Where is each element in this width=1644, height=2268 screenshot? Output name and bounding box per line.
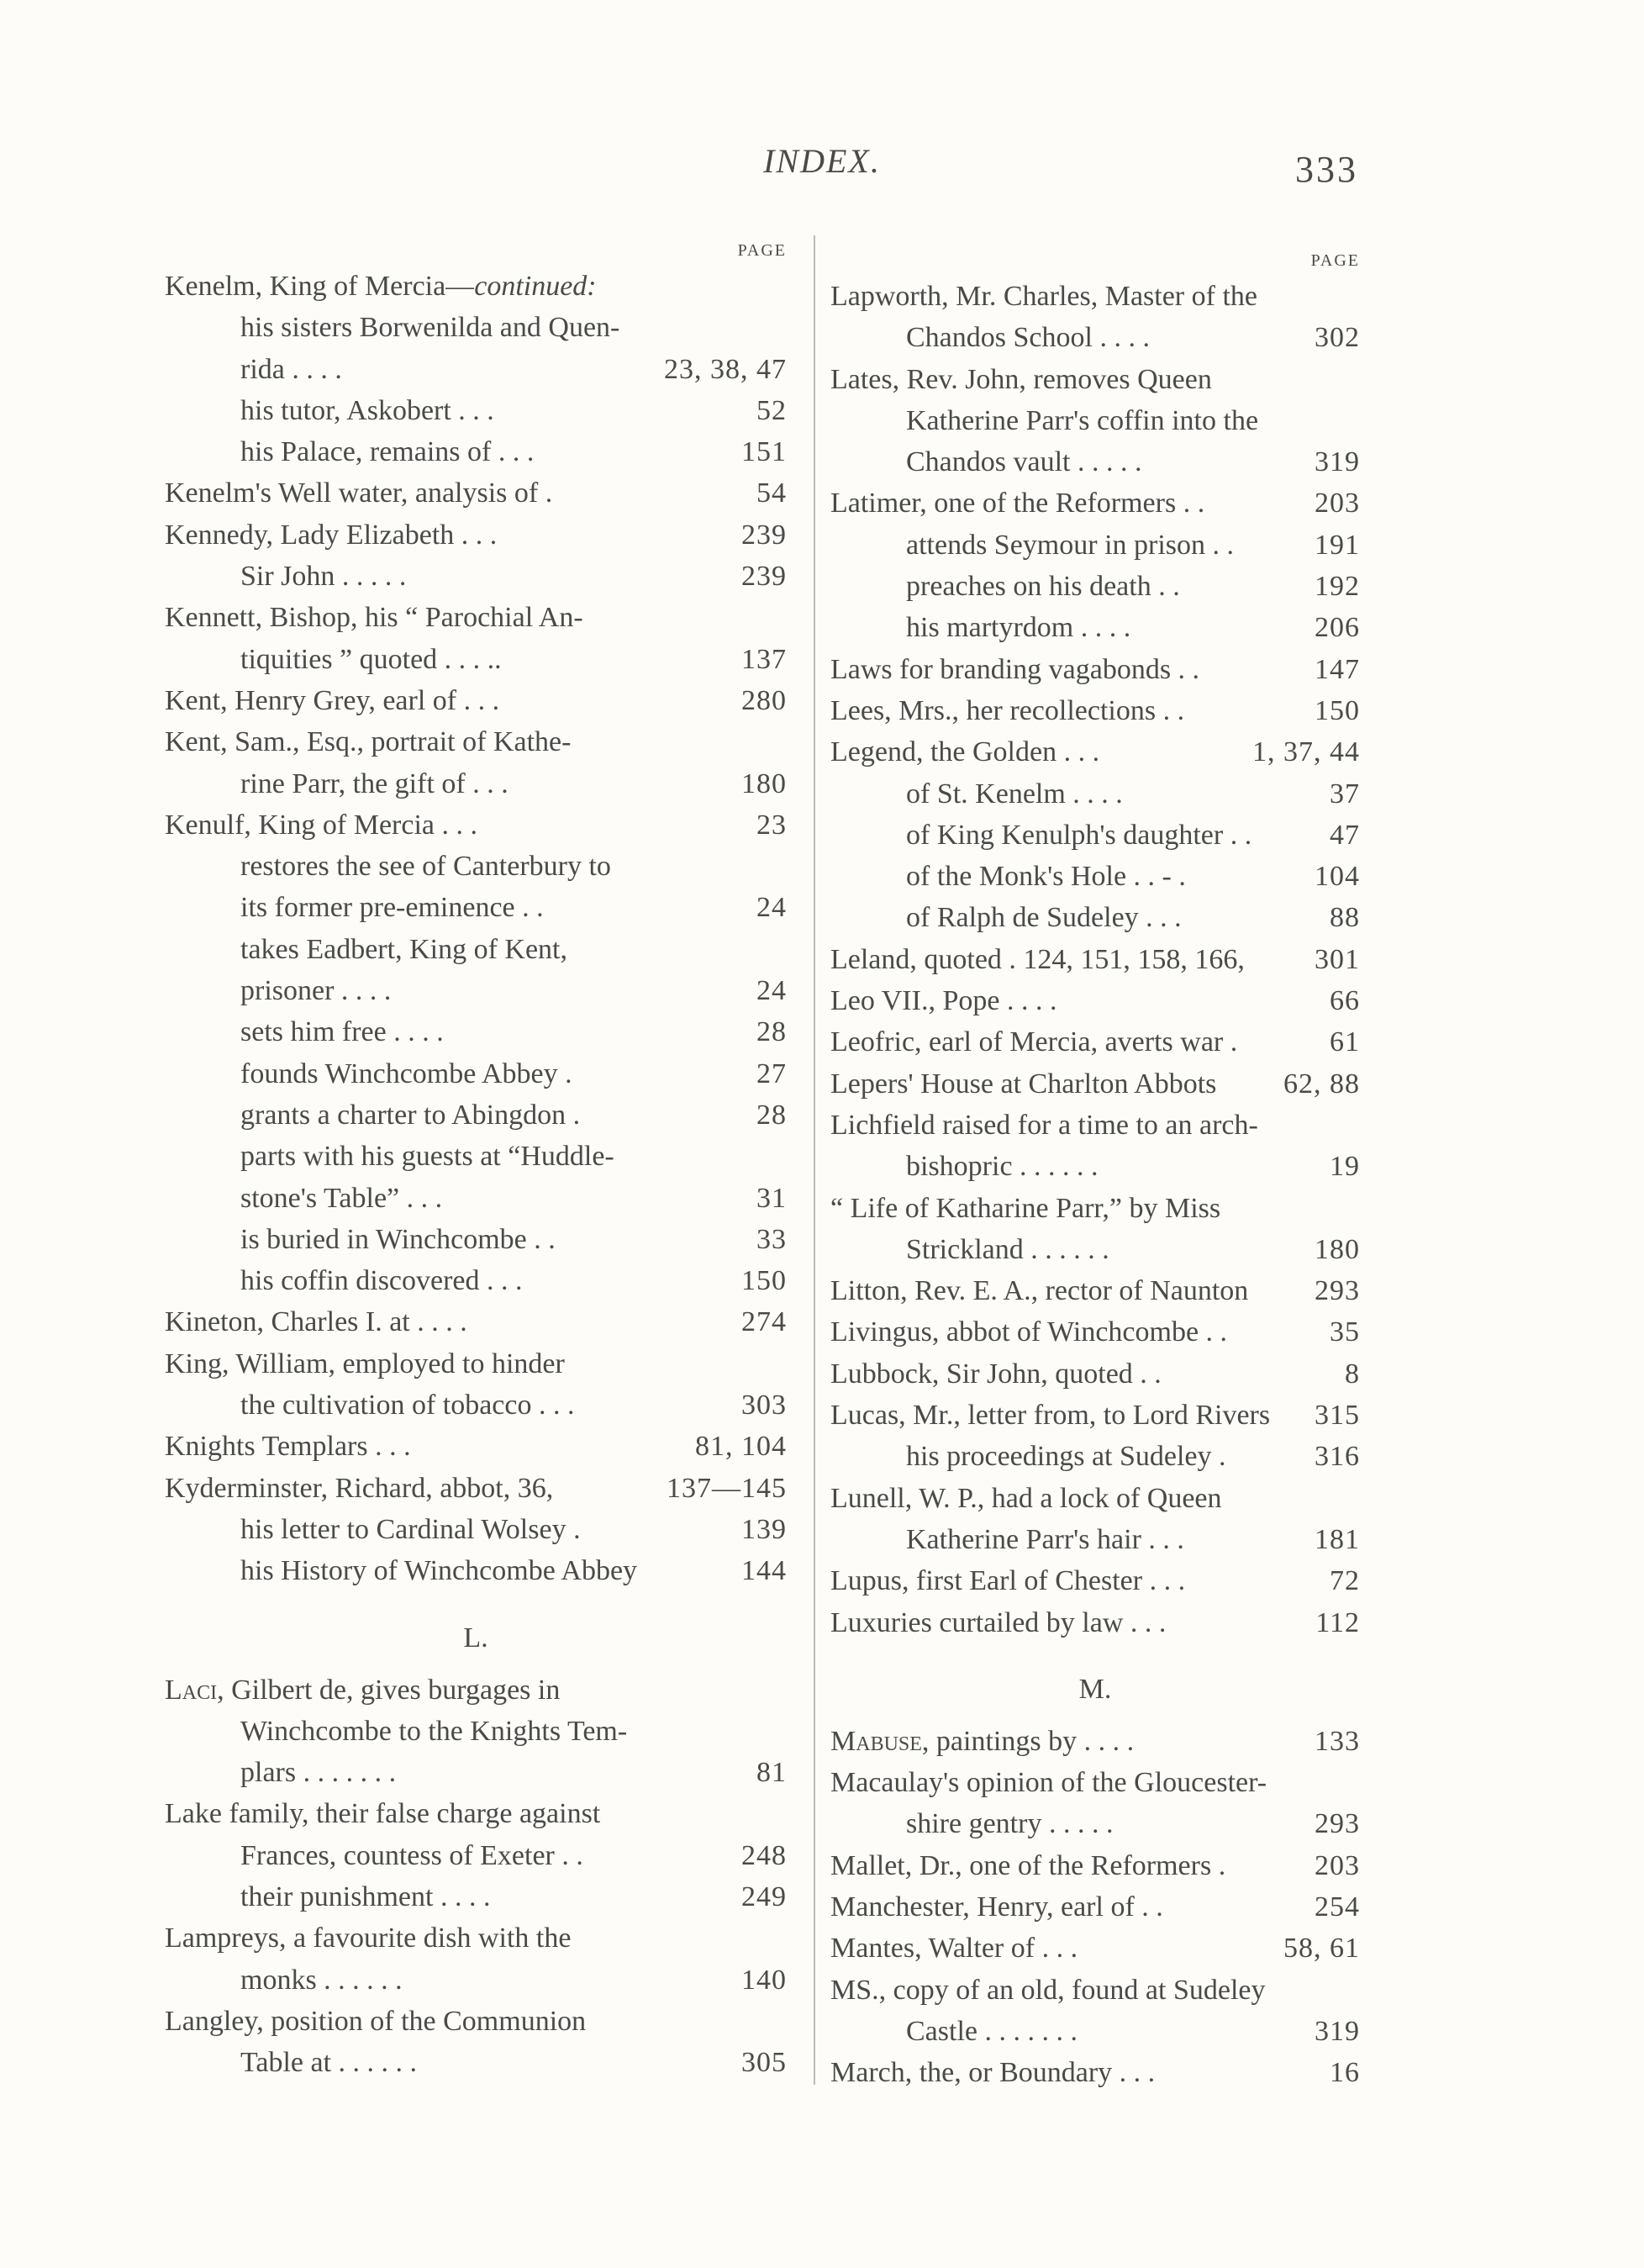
entry-text: Lubbock, Sir John, quoted . .	[830, 1358, 1162, 1390]
entry-text: Castle . . . . . . .	[906, 2015, 1078, 2047]
entry-text: Lapworth, Mr. Charles, Master of the	[830, 281, 1257, 312]
entry-text: Lichfield raised for a time to an arch-	[830, 1109, 1258, 1141]
index-entry	[830, 2052, 1360, 2093]
entry-page-ref: 33	[756, 1223, 787, 1255]
entry-text: Laci, Gilbert de, gives burgages in	[165, 1674, 561, 1706]
entry-text: Kenulf, King of Mercia . . .	[165, 809, 478, 841]
page-column-label: PAGE	[737, 241, 787, 260]
entry-text: his Palace, remains of . . .	[240, 436, 535, 468]
index-entry	[165, 1426, 787, 1467]
index-entry	[830, 441, 1360, 483]
index-entry	[165, 1711, 787, 1752]
index-entry	[165, 1550, 787, 1591]
entry-page-ref: 150	[1315, 694, 1360, 726]
entry-page-ref: 88	[1330, 902, 1360, 934]
index-entry	[165, 1053, 787, 1094]
entry-text: Kenelm, King of Mercia—	[165, 271, 475, 302]
entry-page-ref: 24	[756, 892, 787, 924]
entry-text: Lucas, Mr., letter from, to Lord Rivers	[830, 1400, 1271, 1432]
index-entry	[830, 1395, 1360, 1436]
entry-text: tiquities ” quoted . . . ..	[240, 643, 502, 675]
entry-text: parts with his guests at “Huddle-	[240, 1141, 614, 1173]
index-entry	[830, 359, 1360, 400]
index-entry	[830, 1146, 1360, 1187]
index-entry	[830, 1970, 1360, 2011]
entry-text: Lepers' House at Charlton Abbots	[830, 1068, 1217, 1100]
entry-text: Lates, Rev. John, removes Queen	[830, 363, 1212, 395]
entry-page-ref: 191	[1315, 529, 1360, 561]
index-entry	[165, 763, 787, 804]
right-entries-m	[830, 1721, 1360, 2094]
entry-text: King, William, employed to hinder	[165, 1348, 565, 1379]
entry-text: Sir John . . . . .	[240, 561, 407, 593]
index-entry	[165, 1752, 787, 1793]
entry-text: sets him free . . . .	[240, 1016, 444, 1048]
entry-text: Litton, Rev. E. A., rector of Naunton	[830, 1275, 1249, 1307]
entry-page-ref: 66	[1330, 985, 1360, 1017]
index-entry	[830, 400, 1360, 441]
index-entry	[830, 1353, 1360, 1395]
entry-text: Kineton, Charles I. at . . . .	[165, 1306, 467, 1338]
entry-text: preaches on his death . .	[906, 571, 1180, 603]
entry-page-ref: 31	[756, 1182, 787, 1214]
index-entry	[830, 773, 1360, 815]
entry-text: rida . . . .	[240, 353, 342, 385]
entry-text: its former pre-eminence . .	[240, 892, 544, 924]
entry-text: grants a charter to Abingdon .	[240, 1099, 581, 1131]
entry-page-ref: 16	[1330, 2057, 1360, 2089]
entry-page-ref: 239	[741, 519, 787, 551]
entry-text: Chandos vault . . . . .	[906, 446, 1142, 478]
entry-text: Lees, Mrs., her recollections . .	[830, 694, 1185, 726]
entry-text: plars . . . . . . .	[240, 1757, 397, 1789]
entry-page-ref: 72	[1330, 1565, 1360, 1597]
entry-page-ref: 180	[1315, 1233, 1360, 1265]
entry-text: his History of Winchcombe Abbey	[240, 1555, 638, 1587]
index-entry	[830, 1886, 1360, 1928]
entry-page-ref: 305	[741, 2047, 787, 2079]
index-entry	[165, 1509, 787, 1550]
index-entry	[830, 1560, 1360, 1601]
entry-text: Strickland . . . . . .	[906, 1233, 1109, 1265]
index-entry	[830, 1021, 1360, 1063]
index-entry	[165, 1260, 787, 1301]
entry-text: Latimer, one of the Reformers . .	[830, 488, 1205, 520]
entry-page-ref: 1, 37, 44	[1252, 736, 1360, 768]
entry-page-ref: 24	[756, 975, 787, 1007]
entry-page-ref: 8	[1345, 1358, 1360, 1390]
running-head-title: INDEX.	[763, 142, 881, 180]
entry-page-ref: 58, 61	[1283, 1933, 1360, 1965]
entry-text: Kennett, Bishop, his “ Parochial An-	[165, 602, 583, 634]
entry-headword: Laci	[165, 1674, 218, 1706]
entry-text: his sisters Borwenilda and Quen-	[240, 312, 620, 344]
entry-page-ref: 315	[1315, 1400, 1360, 1432]
index-entry	[830, 1105, 1360, 1146]
entry-text: Kenelm's Well water, analysis of .	[165, 477, 553, 509]
index-entry	[165, 929, 787, 970]
index-entry	[165, 2042, 787, 2083]
entry-page-ref: 37	[1330, 778, 1360, 810]
entry-text: Table at . . . . . .	[240, 2047, 418, 2079]
entry-text: rine Parr, the gift of . . .	[240, 767, 508, 799]
entry-text: his coffin discovered . . .	[240, 1265, 523, 1297]
left-column	[165, 235, 787, 2083]
entry-text: Leofric, earl of Mercia, averts war .	[830, 1026, 1238, 1058]
entry-text: their punishment . . . .	[240, 1880, 491, 1912]
index-entry	[165, 887, 787, 928]
entry-page-ref: 248	[741, 1839, 787, 1871]
entry-text: Mallet, Dr., one of the Reformers .	[830, 1849, 1226, 1881]
entry-page-ref: 28	[756, 1099, 787, 1131]
entry-text: monks . . . . . .	[240, 1964, 403, 1996]
entry-page-ref: 239	[741, 561, 787, 593]
entry-text: of Ralph de Sudeley . . .	[906, 902, 1182, 934]
entry-text: takes Eadbert, King of Kent,	[240, 933, 567, 965]
entry-page-ref: 23, 38, 47	[664, 353, 787, 385]
entry-text: of St. Kenelm . . . .	[906, 778, 1123, 810]
entry-page-ref: 112	[1315, 1606, 1360, 1638]
index-entry	[830, 1478, 1360, 1519]
page-number: 333	[1295, 149, 1358, 190]
entry-text: Manchester, Henry, earl of . .	[830, 1891, 1163, 1923]
index-entry	[165, 639, 787, 680]
entry-text: bishopric . . . . . .	[906, 1151, 1099, 1183]
index-entry	[165, 1669, 787, 1711]
entry-text: Kent, Sam., Esq., portrait of Kathe-	[165, 726, 572, 758]
index-entry	[165, 472, 787, 514]
index-entry	[165, 1385, 787, 1426]
index-entry	[830, 939, 1360, 980]
index-entry	[830, 649, 1360, 690]
entry-page-ref: 302	[1315, 322, 1360, 354]
entry-text: prisoner . . . .	[240, 975, 392, 1007]
entry-text: Luxuries curtailed by law . . .	[830, 1606, 1167, 1638]
index-entry	[830, 815, 1360, 856]
entry-page-ref: 28	[756, 1016, 787, 1048]
entry-page-ref: 316	[1315, 1441, 1360, 1473]
index-entry	[165, 307, 787, 348]
index-entry	[830, 1762, 1360, 1803]
entry-text: Chandos School . . . .	[906, 322, 1150, 354]
entry-page-ref: 151	[741, 436, 787, 468]
entry-headword: Mabuse	[830, 1725, 922, 1757]
entry-page-ref: 180	[741, 767, 787, 799]
index-entry	[830, 483, 1360, 524]
index-entry	[165, 1793, 787, 1834]
index-entry	[165, 1178, 787, 1219]
section-letter-l: L.	[463, 1622, 488, 1654]
entry-text: Leo VII., Pope . . . .	[830, 985, 1057, 1017]
index-entry	[830, 566, 1360, 607]
entry-text: Katherine Parr's coffin into the	[906, 404, 1259, 436]
index-entry	[165, 1876, 787, 1917]
index-entry	[830, 1063, 1360, 1105]
right-column	[830, 235, 1360, 2093]
index-entry	[165, 1301, 787, 1342]
entry-text: Legend, the Golden . . .	[830, 736, 1100, 768]
index-entry	[165, 1011, 787, 1052]
entry-continued: continued:	[474, 271, 597, 302]
index-entry	[165, 1959, 787, 2001]
entry-text: is buried in Winchcombe . .	[240, 1223, 556, 1255]
entry-text: Langley, position of the Communion	[165, 2005, 587, 2037]
index-entry	[165, 431, 787, 472]
entry-text: stone's Table” . . .	[240, 1182, 443, 1214]
index-entry	[165, 349, 787, 390]
left-entries-l	[165, 1669, 787, 2084]
index-entry	[830, 317, 1360, 358]
entry-page-ref: 35	[1330, 1316, 1360, 1348]
entry-page-ref: 274	[741, 1306, 787, 1338]
index-entry	[165, 390, 787, 431]
index-entry	[165, 2001, 787, 2042]
entry-text: Katherine Parr's hair . . .	[906, 1523, 1184, 1555]
index-entry	[165, 846, 787, 887]
index-entry	[830, 1229, 1360, 1270]
index-entry	[830, 1519, 1360, 1560]
entry-text: Winchcombe to the Knights Tem-	[240, 1715, 628, 1747]
index-entry	[165, 970, 787, 1011]
entry-text: his letter to Cardinal Wolsey .	[240, 1513, 581, 1545]
index-entry	[830, 856, 1360, 897]
index-entry	[165, 556, 787, 597]
entry-text: MS., copy of an old, found at Sudeley	[830, 1974, 1266, 2006]
index-entry	[830, 525, 1360, 566]
index-entry	[830, 607, 1360, 648]
entry-page-ref: 280	[741, 684, 787, 716]
index-entry	[165, 1094, 787, 1136]
index-entry	[165, 1835, 787, 1876]
entry-page-ref: 319	[1315, 446, 1360, 478]
entry-page-ref: 192	[1315, 571, 1360, 603]
index-entry	[830, 897, 1360, 938]
entry-page-ref: 47	[1330, 819, 1360, 851]
entry-page-ref: 133	[1315, 1725, 1360, 1757]
entry-page-ref: 27	[756, 1058, 787, 1089]
index-entry	[830, 980, 1360, 1021]
entry-page-ref: 301	[1315, 943, 1360, 975]
entry-text: “ Life of Katharine Parr,” by Miss	[830, 1192, 1221, 1224]
index-entry	[165, 1468, 787, 1509]
entry-page-ref: 150	[741, 1265, 787, 1297]
entry-text: Laws for branding vagabonds . .	[830, 653, 1200, 685]
entry-page-ref: 137—145	[667, 1472, 787, 1504]
index-entry	[830, 1803, 1360, 1844]
entry-page-ref: 81	[756, 1757, 787, 1789]
entry-text: the cultivation of tobacco . . .	[240, 1390, 575, 1421]
entry-text: Knights Templars . . .	[165, 1431, 411, 1463]
left-entries-k	[165, 266, 787, 1592]
index-entry	[830, 276, 1360, 317]
index-entry	[165, 1343, 787, 1385]
entry-page-ref: 52	[756, 394, 787, 426]
entry-page-ref: 144	[741, 1555, 787, 1587]
entry-page-ref: 62, 88	[1283, 1068, 1360, 1100]
entry-page-ref: 203	[1315, 488, 1360, 520]
entry-text: Frances, countess of Exeter . .	[240, 1839, 583, 1871]
index-entry	[830, 1845, 1360, 1886]
entry-page-ref: 293	[1315, 1275, 1360, 1307]
column-divider	[814, 235, 815, 2085]
entry-text: Kennedy, Lady Elizabeth . . .	[165, 519, 498, 551]
entry-text: Lake family, their false charge against	[165, 1798, 601, 1830]
entry-page-ref: 181	[1315, 1523, 1360, 1555]
entry-text: attends Seymour in prison . .	[906, 529, 1235, 561]
entry-text: his martyrdom . . . .	[906, 612, 1131, 644]
entry-page-ref: 19	[1330, 1151, 1360, 1183]
entry-page-ref: 206	[1315, 612, 1360, 644]
entry-text: Leland, quoted . 124, 151, 158, 166,	[830, 943, 1245, 975]
index-entry	[165, 597, 787, 638]
entry-text: founds Winchcombe Abbey .	[240, 1058, 572, 1089]
entry-page-ref: 54	[756, 477, 787, 509]
index-entry	[830, 690, 1360, 731]
index-entry	[830, 1188, 1360, 1229]
entry-text: his proceedings at Sudeley .	[906, 1441, 1226, 1473]
index-entry	[830, 1311, 1360, 1353]
index-entry	[165, 1917, 787, 1959]
entry-page-ref: 81, 104	[695, 1431, 787, 1463]
index-entry	[165, 266, 787, 307]
entry-text: his tutor, Askobert . . .	[240, 394, 494, 426]
entry-text: restores the see of Canterbury to	[240, 851, 611, 883]
entry-page-ref: 140	[741, 1964, 787, 1996]
entry-text: shire gentry . . . . .	[906, 1808, 1114, 1840]
entry-page-ref: 319	[1315, 2015, 1360, 2047]
index-entry	[165, 680, 787, 721]
section-letter-m: M.	[1078, 1673, 1112, 1705]
index-entry	[165, 1219, 787, 1260]
page-column-label: PAGE	[1310, 251, 1360, 270]
entry-text: Macaulay's opinion of the Gloucester-	[830, 1767, 1267, 1799]
right-entries-l	[830, 276, 1360, 1643]
index-entry	[165, 1136, 787, 1177]
entry-page-ref: 61	[1330, 1026, 1360, 1058]
entry-page-ref: 139	[741, 1513, 787, 1545]
entry-page-ref: 137	[741, 643, 787, 675]
entry-page-ref: 23	[756, 809, 787, 841]
entry-text: March, the, or Boundary . . .	[830, 2057, 1156, 2089]
index-entry	[830, 1602, 1360, 1643]
entry-text: Mantes, Walter of . . .	[830, 1933, 1078, 1965]
index-entry	[830, 1721, 1360, 1762]
entry-page-ref: 147	[1315, 653, 1360, 685]
entry-page-ref: 303	[741, 1390, 787, 1421]
entry-text: Livingus, abbot of Winchcombe . .	[830, 1316, 1228, 1348]
entry-page-ref: 293	[1315, 1808, 1360, 1840]
entry-text: Lunell, W. P., had a lock of Queen	[830, 1482, 1222, 1514]
entry-text: Mabuse, paintings by . . . .	[830, 1725, 1135, 1757]
index-entry	[830, 2011, 1360, 2052]
entry-text: Kyderminster, Richard, abbot, 36,	[165, 1472, 554, 1504]
entry-text: Lampreys, a favourite dish with the	[165, 1923, 572, 1954]
entry-text: of King Kenulph's daughter . .	[906, 819, 1252, 851]
entry-page-ref: 254	[1315, 1891, 1360, 1923]
index-entry	[830, 1928, 1360, 1969]
index-entry	[165, 721, 787, 762]
index-entry	[830, 1436, 1360, 1477]
entry-page-ref: 104	[1315, 861, 1360, 893]
index-entry	[830, 731, 1360, 773]
index-entry	[165, 804, 787, 846]
entry-text: of the Monk's Hole . . - .	[906, 861, 1186, 893]
entry-page-ref: 249	[741, 1880, 787, 1912]
entry-page-ref: 203	[1315, 1849, 1360, 1881]
entry-text: Lupus, first Earl of Chester . . .	[830, 1565, 1186, 1597]
index-entry	[165, 514, 787, 556]
index-entry	[830, 1270, 1360, 1311]
entry-text: Kent, Henry Grey, earl of . . .	[165, 684, 500, 716]
